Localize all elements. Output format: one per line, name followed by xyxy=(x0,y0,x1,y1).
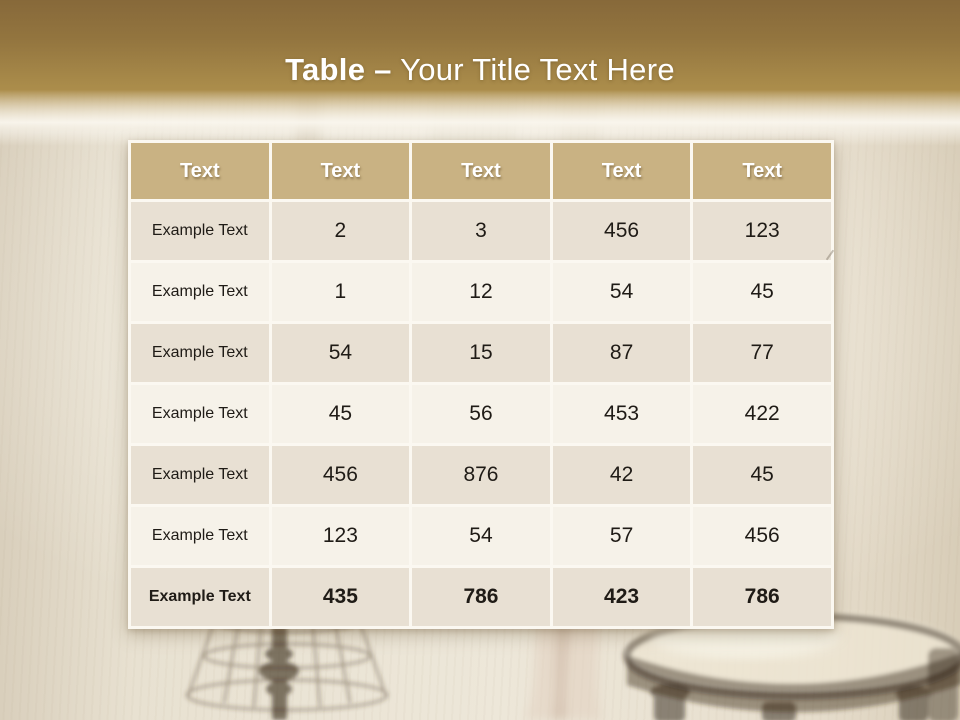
row-label: Example Text xyxy=(131,202,269,260)
row-label: Example Text xyxy=(131,507,269,565)
row-label: Example Text xyxy=(131,324,269,382)
title-keyword: Table xyxy=(285,52,366,87)
cell: 56 xyxy=(412,385,550,443)
cell: 456 xyxy=(693,507,831,565)
cell: 123 xyxy=(272,507,410,565)
data-table xyxy=(128,140,834,629)
title-subtitle: Your Title Text Here xyxy=(400,52,675,87)
slide-title xyxy=(0,52,960,88)
cell: 456 xyxy=(553,202,691,260)
cell: 45 xyxy=(693,263,831,321)
cell: 786 xyxy=(693,568,831,626)
cell: 54 xyxy=(553,263,691,321)
table-row xyxy=(131,324,831,382)
cell: 45 xyxy=(272,385,410,443)
table-row-total xyxy=(131,568,831,626)
cell: 57 xyxy=(553,507,691,565)
cell: 453 xyxy=(553,385,691,443)
cell: 54 xyxy=(412,507,550,565)
column-header-2: Text xyxy=(272,143,410,199)
cell: 2 xyxy=(272,202,410,260)
row-label: Example Text xyxy=(131,446,269,504)
table-row xyxy=(131,385,831,443)
cell: 1 xyxy=(272,263,410,321)
banner-fade-fog xyxy=(0,90,960,146)
column-header-1: Text xyxy=(131,143,269,199)
table-row xyxy=(131,263,831,321)
cell: 3 xyxy=(412,202,550,260)
cell: 42 xyxy=(553,446,691,504)
table-body xyxy=(131,202,831,626)
row-label: Example Text xyxy=(131,568,269,626)
cell: 435 xyxy=(272,568,410,626)
cell: 786 xyxy=(412,568,550,626)
cell: 123 xyxy=(693,202,831,260)
cell: 54 xyxy=(272,324,410,382)
table-row xyxy=(131,507,831,565)
cell: 12 xyxy=(412,263,550,321)
column-header-4: Text xyxy=(553,143,691,199)
row-label: Example Text xyxy=(131,385,269,443)
table-header xyxy=(131,143,831,199)
column-header-3: Text xyxy=(412,143,550,199)
cell: 77 xyxy=(693,324,831,382)
table-row xyxy=(131,202,831,260)
header-row xyxy=(131,143,831,199)
column-header-5: Text xyxy=(693,143,831,199)
cell: 422 xyxy=(693,385,831,443)
cell: 45 xyxy=(693,446,831,504)
row-label: Example Text xyxy=(131,263,269,321)
cell: 87 xyxy=(553,324,691,382)
cell: 456 xyxy=(272,446,410,504)
table-row xyxy=(131,446,831,504)
cell: 15 xyxy=(412,324,550,382)
title-separator: – xyxy=(374,52,392,87)
cell: 423 xyxy=(553,568,691,626)
cell: 876 xyxy=(412,446,550,504)
